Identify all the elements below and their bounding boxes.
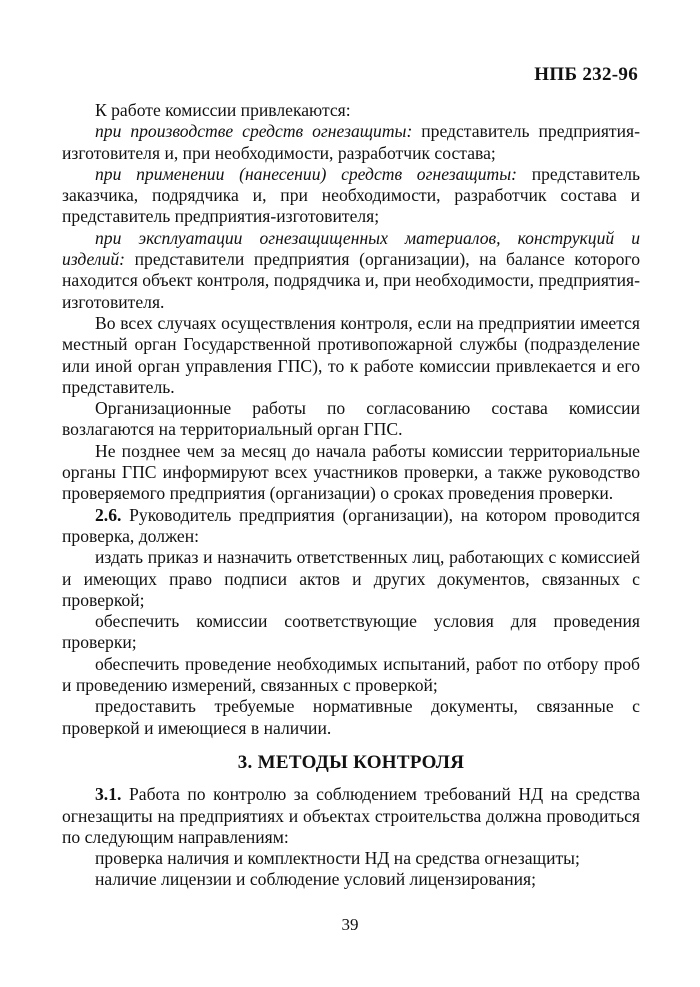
document-code: НПБ 232-96 [534, 64, 638, 85]
paragraph: Организационные работы по согласованию состава комиссии возлагаются на территориальный орган ГПС. [62, 398, 640, 440]
paragraph [62, 784, 640, 848]
paragraph: наличие лицензии и соблюдение условий лицензирования; [95, 869, 537, 890]
paragraph: предоставить требуемые нормативные документы, связанные с проверкой и имеющиеся в наличии. [62, 696, 640, 738]
paragraph: обеспечить комиссии соответствующие условия для проведения проверки; [62, 611, 640, 653]
page-number: 39 [341, 915, 359, 934]
paragraph: издать приказ и назначить ответственных лиц, работающих с комиссией и имеющих право подписи актов и других документов, связанных с проверкой; [62, 547, 640, 610]
clause-number: 2.6. [95, 504, 122, 525]
paragraph: Не позднее чем за месяц до начала работы комиссии территориальные органы ГПС информируют всех участников проверки, а также руководство проверяемого предприятия (организации) о сроках проведения проверки. [62, 440, 640, 504]
paragraph: обеспечить проведение необходимых испытаний, работ по отбору проб и проведению измерений, связанных с проверкой; [62, 653, 640, 696]
paragraph-text: представители предприятия (организации), на балансе которого находится объект контроля, подрядчика и, при необходимости, предприятия-изготовителя. [62, 249, 640, 312]
paragraph-text: представитель заказчика, подрядчика и, при необходимости, разработчик состава и представитель предприятия-изготовителя; [62, 163, 640, 227]
paragraph: проверка наличия и комплектности НД на средства огнезащиты; [95, 848, 580, 869]
clause-number: 3.1. [95, 784, 122, 805]
italic-lead: при производстве средств огнезащиты: [95, 121, 413, 142]
paragraph-text: Работа по контролю за соблюдением требований НД на средства огнезащиты на предприятиях и объектах строительства должна проводиться по следующим направлениям: [62, 784, 640, 847]
paragraph [62, 228, 640, 313]
italic-lead: при применении (нанесении) средств огнезащиты: [95, 163, 517, 184]
paragraph-text: представитель предприятия-изготовителя и, при необходимости, разработчик состава; [62, 121, 640, 163]
document-body [62, 100, 640, 891]
paragraph: Во всех случаях осуществления контроля, если на предприятии имеется местный орган Государственной противопожарной службы (подразделение или иной орган управления ГПС), то к работе комиссии привлекается и его представитель. [62, 312, 640, 397]
paragraph [62, 164, 640, 228]
italic-lead: при эксплуатации огнезащищенных материалов, конструкций и изделий: [62, 227, 640, 270]
paragraph-text: Руководитель предприятия (организации), на котором проводится проверка, должен: [62, 504, 640, 546]
section-title: 3. МЕТОДЫ КОНТРОЛЯ [237, 751, 465, 773]
paragraph [62, 505, 640, 548]
paragraph [62, 121, 640, 164]
paragraph: К работе комиссии привлекаются: [95, 100, 351, 120]
